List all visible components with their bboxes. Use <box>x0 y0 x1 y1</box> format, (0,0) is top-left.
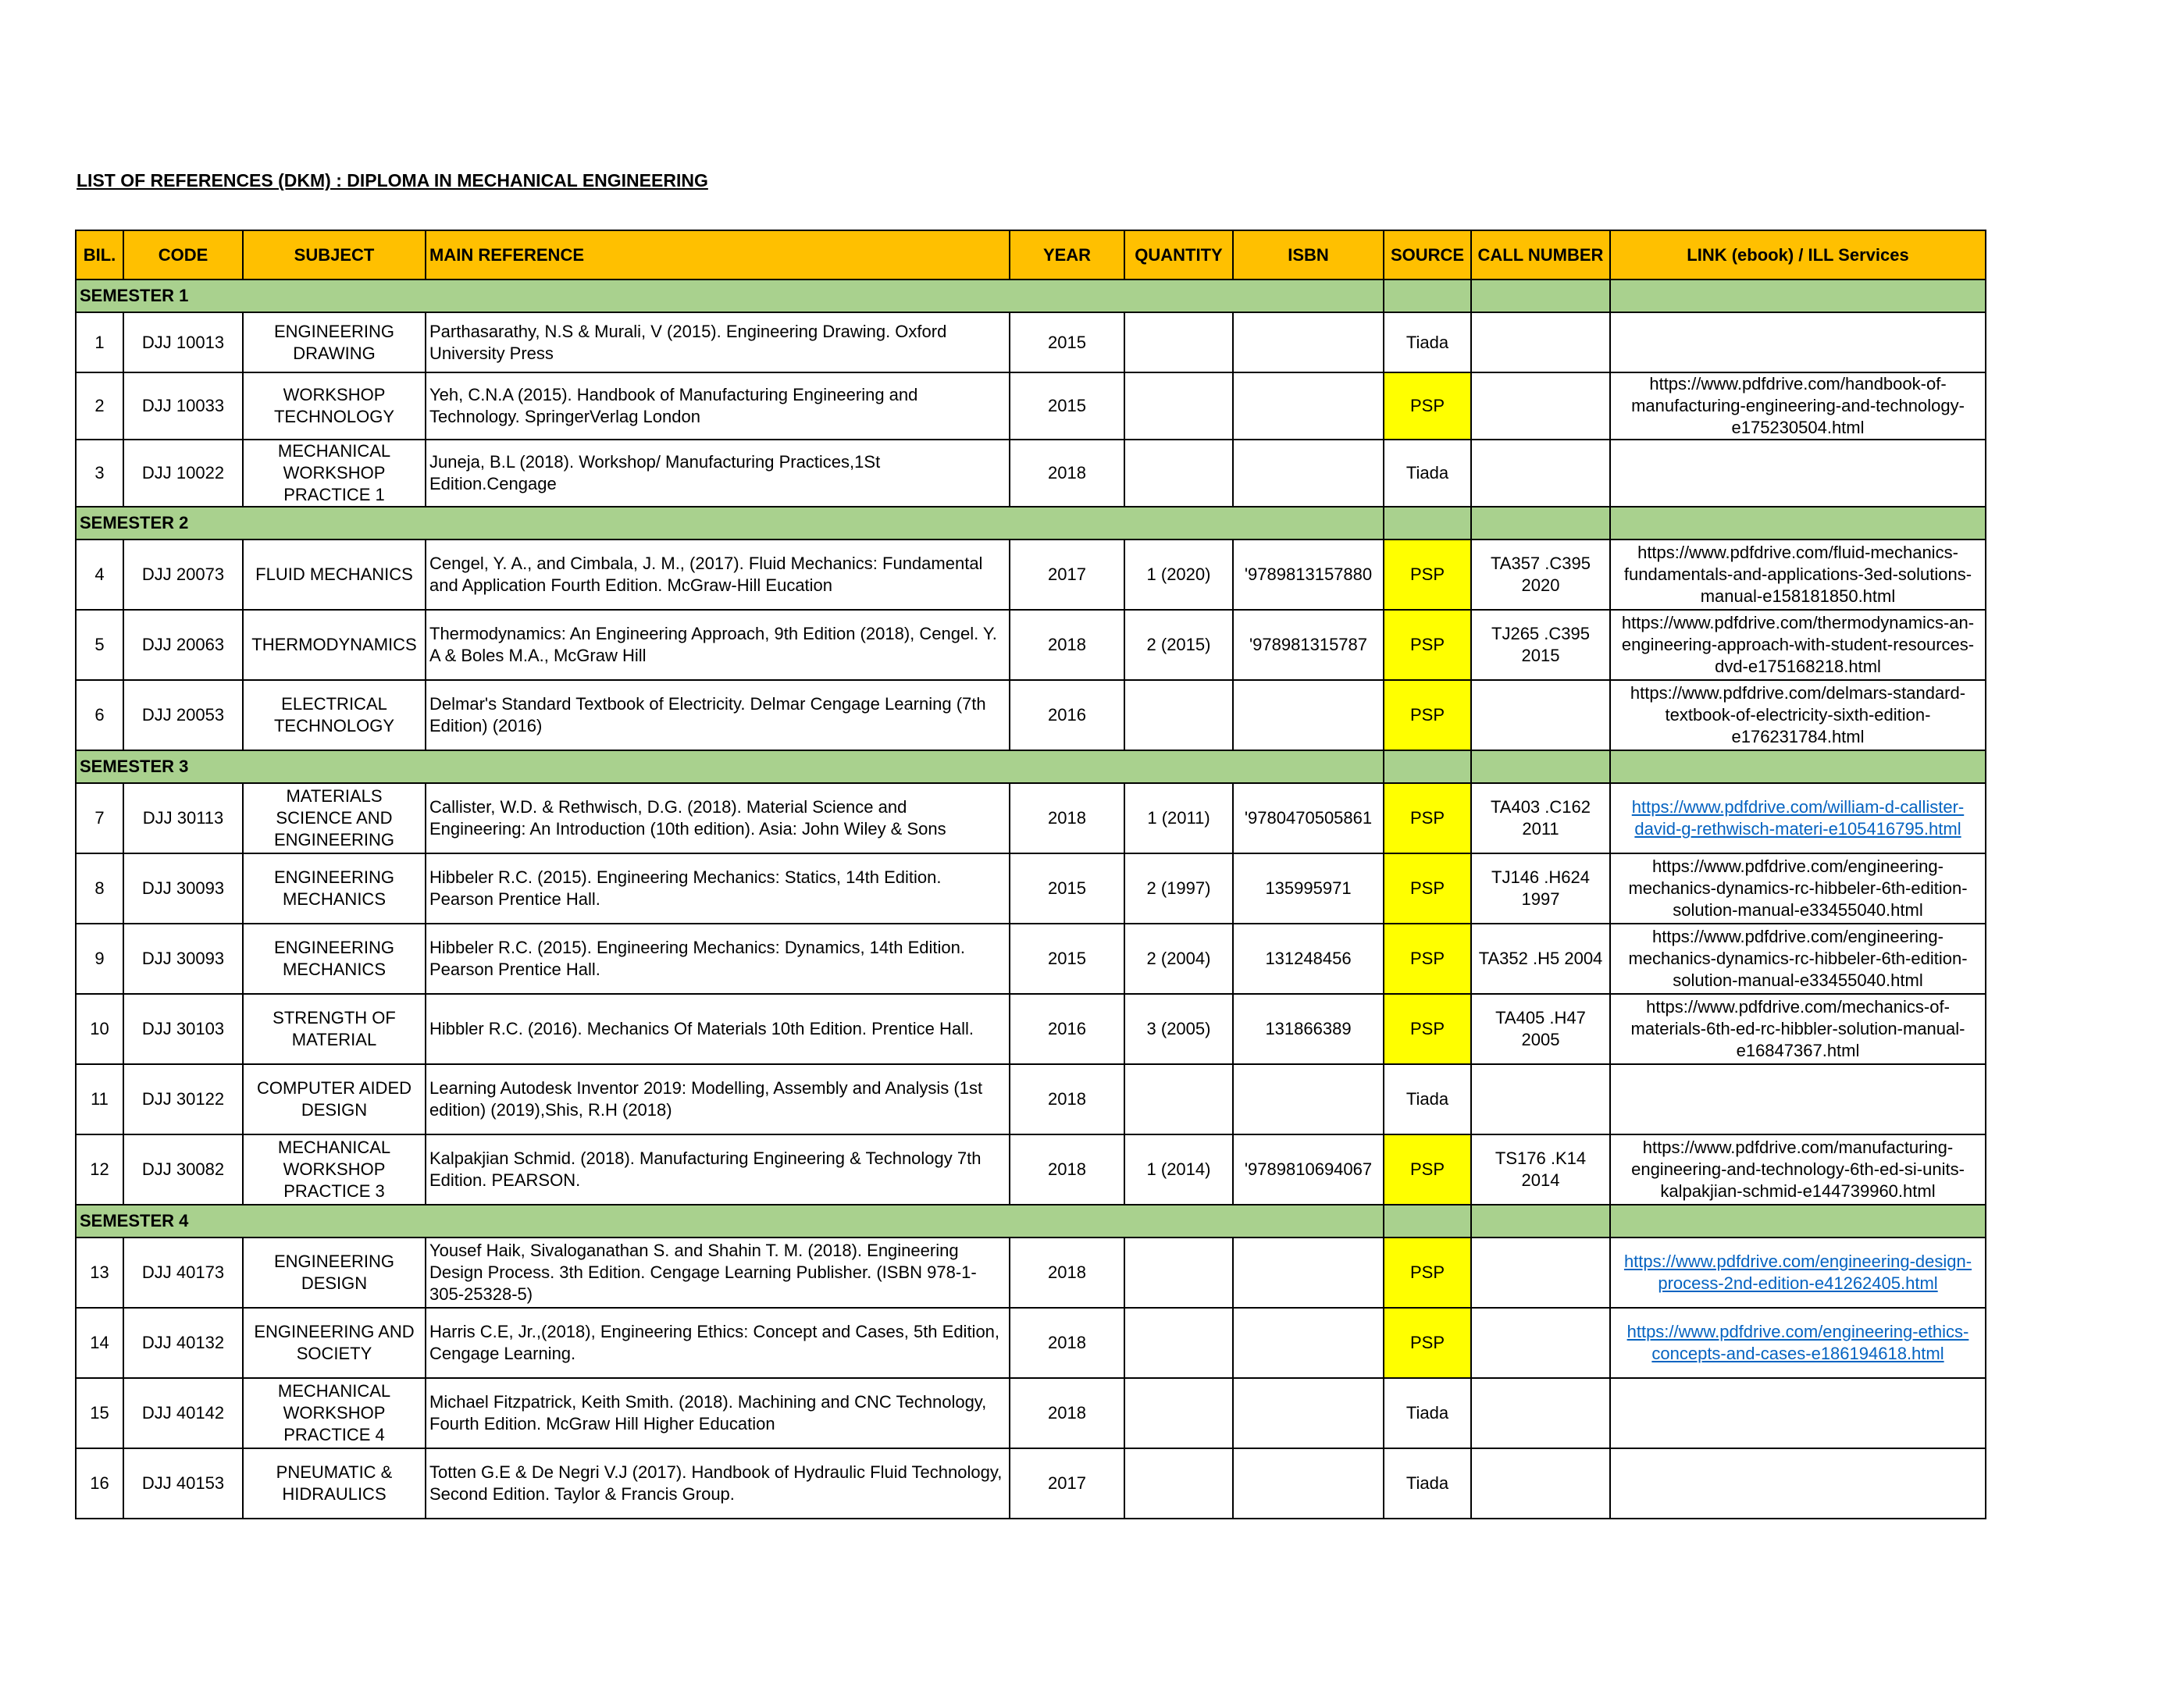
cell-code: DJJ 10013 <box>123 312 243 372</box>
cell-source: PSP <box>1384 680 1471 750</box>
cell-subject: MECHANICAL WORKSHOP PRACTICE 3 <box>243 1134 426 1205</box>
cell-link: https://www.pdfdrive.com/engineering-mechanics-dynamics-rc-hibbeler-6th-edition-solution-manual-e33455040.html <box>1610 924 1986 994</box>
semester-row-cell <box>1610 750 1986 783</box>
cell-call-number <box>1471 1378 1610 1448</box>
cell-quantity <box>1124 1448 1233 1519</box>
cell-main-reference: Learning Autodesk Inventor 2019: Modelling, Assembly and Analysis (1st edition) (2019),Shis, R.H (2018) <box>426 1064 1010 1134</box>
cell-source: PSP <box>1384 994 1471 1064</box>
table-row <box>76 783 1986 853</box>
cell-quantity: 2 (2004) <box>1124 924 1233 994</box>
cell-main-reference: Cengel, Y. A., and Cimbala, J. M., (2017). Fluid Mechanics: Fundamental and Application Fourth Edition. McGraw-Hill Eucation <box>426 540 1010 610</box>
cell-link: https://www.pdfdrive.com/handbook-of-manufacturing-engineering-and-technology-e175230504.html <box>1610 372 1986 440</box>
table-row <box>76 924 1986 994</box>
cell-subject: FLUID MECHANICS <box>243 540 426 610</box>
cell-year: 2018 <box>1010 1134 1124 1205</box>
cell-call-number: TS176 .K14 2014 <box>1471 1134 1610 1205</box>
cell-code: DJJ 30103 <box>123 994 243 1064</box>
table-row <box>76 1238 1986 1308</box>
cell-isbn: '9780470505861 <box>1233 783 1384 853</box>
cell-source: PSP <box>1384 540 1471 610</box>
cell-year: 2015 <box>1010 372 1124 440</box>
semester-label: SEMESTER 2 <box>76 507 1384 540</box>
column-header-main-reference: MAIN REFERENCE <box>426 230 1010 280</box>
cell-link <box>1610 312 1986 372</box>
cell-bil: 15 <box>76 1378 123 1448</box>
cell-main-reference: Callister, W.D. & Rethwisch, D.G. (2018). Material Science and Engineering: An Introduction (10th edition). Asia: John Wiley & Sons <box>426 783 1010 853</box>
cell-code: DJJ 20053 <box>123 680 243 750</box>
cell-main-reference: Hibbeler R.C. (2015). Engineering Mechanics: Dynamics, 14th Edition. Pearson Prentice Hall. <box>426 924 1010 994</box>
table-row <box>76 994 1986 1064</box>
cell-bil: 2 <box>76 372 123 440</box>
cell-subject: PNEUMATIC & HIDRAULICS <box>243 1448 426 1519</box>
semester-label: SEMESTER 1 <box>76 280 1384 312</box>
semester-row-cell <box>1471 507 1610 540</box>
cell-subject: ENGINEERING DRAWING <box>243 312 426 372</box>
cell-isbn: '978981315787 <box>1233 610 1384 680</box>
cell-bil: 10 <box>76 994 123 1064</box>
cell-subject: STRENGTH OF MATERIAL <box>243 994 426 1064</box>
cell-quantity: 1 (2020) <box>1124 540 1233 610</box>
cell-source: Tiada <box>1384 1448 1471 1519</box>
cell-bil: 9 <box>76 924 123 994</box>
cell-bil: 16 <box>76 1448 123 1519</box>
cell-quantity <box>1124 312 1233 372</box>
cell-source: Tiada <box>1384 440 1471 507</box>
semester-row-cell <box>1471 280 1610 312</box>
cell-quantity: 1 (2014) <box>1124 1134 1233 1205</box>
cell-main-reference: Delmar's Standard Textbook of Electricity. Delmar Cengage Learning (7th Edition) (2016) <box>426 680 1010 750</box>
cell-bil: 11 <box>76 1064 123 1134</box>
semester-row-cell <box>1610 507 1986 540</box>
table-row <box>76 610 1986 680</box>
cell-source: PSP <box>1384 1238 1471 1308</box>
cell-code: DJJ 30082 <box>123 1134 243 1205</box>
column-header-source: SOURCE <box>1384 230 1471 280</box>
column-header-bil: BIL. <box>76 230 123 280</box>
cell-isbn: 131866389 <box>1233 994 1384 1064</box>
cell-link: https://www.pdfdrive.com/mechanics-of-materials-6th-ed-rc-hibbler-solution-manual-e16847367.html <box>1610 994 1986 1064</box>
cell-link: https://www.pdfdrive.com/fluid-mechanics-fundamentals-and-applications-3ed-solutions-manual-e158181850.html <box>1610 540 1986 610</box>
cell-source: Tiada <box>1384 312 1471 372</box>
cell-call-number: TJ146 .H624 1997 <box>1471 853 1610 924</box>
cell-subject: MECHANICAL WORKSHOP PRACTICE 1 <box>243 440 426 507</box>
cell-isbn <box>1233 1308 1384 1378</box>
cell-link: https://www.pdfdrive.com/engineering-mechanics-dynamics-rc-hibbeler-6th-edition-solution-manual-e33455040.html <box>1610 853 1986 924</box>
cell-call-number: TA357 .C395 2020 <box>1471 540 1610 610</box>
table-row <box>76 853 1986 924</box>
cell-code: DJJ 30093 <box>123 853 243 924</box>
cell-isbn <box>1233 372 1384 440</box>
cell-code: DJJ 40132 <box>123 1308 243 1378</box>
cell-main-reference: Yeh, C.N.A (2015). Handbook of Manufacturing Engineering and Technology. SpringerVerlag London <box>426 372 1010 440</box>
table-row <box>76 1134 1986 1205</box>
table-row <box>76 312 1986 372</box>
cell-subject: ENGINEERING MECHANICS <box>243 853 426 924</box>
cell-main-reference: Yousef Haik, Sivaloganathan S. and Shahin T. M. (2018). Engineering Design Process. 3th Edition. Cengage Learning Publisher. (ISBN 978-1-305-25328-5) <box>426 1238 1010 1308</box>
cell-code: DJJ 40173 <box>123 1238 243 1308</box>
cell-isbn <box>1233 1378 1384 1448</box>
ebook-link[interactable]: https://www.pdfdrive.com/william-d-callister-david-g-rethwisch-materi-e105416795.html <box>1631 797 1965 839</box>
table-row <box>76 440 1986 507</box>
cell-code: DJJ 30113 <box>123 783 243 853</box>
cell-subject: MATERIALS SCIENCE AND ENGINEERING <box>243 783 426 853</box>
cell-source: PSP <box>1384 1308 1471 1378</box>
cell-bil: 5 <box>76 610 123 680</box>
cell-code: DJJ 10022 <box>123 440 243 507</box>
cell-source: Tiada <box>1384 1378 1471 1448</box>
cell-link: https://www.pdfdrive.com/delmars-standard-textbook-of-electricity-sixth-edition-e176231784.html <box>1610 680 1986 750</box>
cell-call-number: TA405 .H47 2005 <box>1471 994 1610 1064</box>
table-row <box>76 1448 1986 1519</box>
cell-year: 2015 <box>1010 853 1124 924</box>
cell-isbn: 135995971 <box>1233 853 1384 924</box>
cell-call-number <box>1471 1308 1610 1378</box>
cell-source: PSP <box>1384 924 1471 994</box>
cell-link <box>1610 1448 1986 1519</box>
cell-code: DJJ 20073 <box>123 540 243 610</box>
cell-year: 2017 <box>1010 1448 1124 1519</box>
cell-year: 2018 <box>1010 783 1124 853</box>
cell-year: 2018 <box>1010 1378 1124 1448</box>
column-header-subject: SUBJECT <box>243 230 426 280</box>
cell-bil: 7 <box>76 783 123 853</box>
page-title: LIST OF REFERENCES (DKM) : DIPLOMA IN MECHANICAL ENGINEERING <box>77 170 708 191</box>
cell-isbn <box>1233 440 1384 507</box>
column-header-year: YEAR <box>1010 230 1124 280</box>
cell-subject: ENGINEERING MECHANICS <box>243 924 426 994</box>
cell-bil: 6 <box>76 680 123 750</box>
column-header-code: CODE <box>123 230 243 280</box>
cell-quantity: 1 (2011) <box>1124 783 1233 853</box>
cell-bil: 14 <box>76 1308 123 1378</box>
semester-row-cell <box>1471 750 1610 783</box>
semester-row-cell <box>1610 1205 1986 1238</box>
cell-source: PSP <box>1384 372 1471 440</box>
semester-row <box>76 507 1986 540</box>
column-header-quantity: QUANTITY <box>1124 230 1233 280</box>
table-row <box>76 1308 1986 1378</box>
semester-row-cell <box>1384 750 1471 783</box>
cell-call-number <box>1471 680 1610 750</box>
cell-isbn: '9789810694067 <box>1233 1134 1384 1205</box>
cell-bil: 3 <box>76 440 123 507</box>
cell-quantity <box>1124 440 1233 507</box>
column-header-isbn: ISBN <box>1233 230 1384 280</box>
references-body <box>76 280 1986 1519</box>
cell-call-number: TA403 .C162 2011 <box>1471 783 1610 853</box>
table-row <box>76 1064 1986 1134</box>
cell-year: 2018 <box>1010 1308 1124 1378</box>
table-row <box>76 1378 1986 1448</box>
cell-code: DJJ 40153 <box>123 1448 243 1519</box>
cell-quantity <box>1124 372 1233 440</box>
cell-source: PSP <box>1384 853 1471 924</box>
cell-bil: 4 <box>76 540 123 610</box>
cell-link <box>1610 1308 1986 1378</box>
cell-source: Tiada <box>1384 1064 1471 1134</box>
cell-code: DJJ 30122 <box>123 1064 243 1134</box>
cell-isbn <box>1233 1064 1384 1134</box>
cell-call-number <box>1471 312 1610 372</box>
cell-call-number <box>1471 440 1610 507</box>
cell-quantity <box>1124 1378 1233 1448</box>
cell-isbn <box>1233 312 1384 372</box>
semester-row-cell <box>1384 280 1471 312</box>
semester-label: SEMESTER 3 <box>76 750 1384 783</box>
cell-bil: 13 <box>76 1238 123 1308</box>
cell-link <box>1610 1064 1986 1134</box>
cell-call-number: TA352 .H5 2004 <box>1471 924 1610 994</box>
cell-link <box>1610 1378 1986 1448</box>
cell-isbn <box>1233 680 1384 750</box>
cell-main-reference: Michael Fitzpatrick, Keith Smith. (2018). Machining and CNC Technology, Fourth Edition. McGraw Hill Higher Education <box>426 1378 1010 1448</box>
cell-source: PSP <box>1384 1134 1471 1205</box>
cell-subject: ENGINEERING AND SOCIETY <box>243 1308 426 1378</box>
cell-main-reference: Parthasarathy, N.S & Murali, V (2015). Engineering Drawing. Oxford University Press <box>426 312 1010 372</box>
cell-main-reference: Totten G.E & De Negri V.J (2017). Handbook of Hydraulic Fluid Technology, Second Edition. Taylor & Francis Group. <box>426 1448 1010 1519</box>
cell-link <box>1610 440 1986 507</box>
table-row <box>76 540 1986 610</box>
cell-link: https://www.pdfdrive.com/thermodynamics-an-engineering-approach-with-student-resources-dvd-e175168218.html <box>1610 610 1986 680</box>
cell-call-number <box>1471 1448 1610 1519</box>
cell-call-number <box>1471 1064 1610 1134</box>
cell-year: 2018 <box>1010 1064 1124 1134</box>
cell-bil: 8 <box>76 853 123 924</box>
semester-row-cell <box>1384 507 1471 540</box>
cell-isbn <box>1233 1238 1384 1308</box>
cell-main-reference: Hibbler R.C. (2016). Mechanics Of Materials 10th Edition. Prentice Hall. <box>426 994 1010 1064</box>
cell-isbn: 131248456 <box>1233 924 1384 994</box>
cell-code: DJJ 30093 <box>123 924 243 994</box>
cell-main-reference: Thermodynamics: An Engineering Approach, 9th Edition (2018), Cengel. Y. A & Boles M.A., McGraw Hill <box>426 610 1010 680</box>
semester-row <box>76 750 1986 783</box>
semester-label: SEMESTER 4 <box>76 1205 1384 1238</box>
cell-source: PSP <box>1384 783 1471 853</box>
cell-year: 2016 <box>1010 680 1124 750</box>
cell-call-number <box>1471 372 1610 440</box>
cell-year: 2016 <box>1010 994 1124 1064</box>
cell-subject: MECHANICAL WORKSHOP PRACTICE 4 <box>243 1378 426 1448</box>
cell-subject: WORKSHOP TECHNOLOGY <box>243 372 426 440</box>
cell-code: DJJ 10033 <box>123 372 243 440</box>
cell-subject: ELECTRICAL TECHNOLOGY <box>243 680 426 750</box>
table-row <box>76 680 1986 750</box>
cell-isbn <box>1233 1448 1384 1519</box>
semester-row-cell <box>1610 280 1986 312</box>
references-table <box>75 230 1986 1519</box>
column-header-call-number: CALL NUMBER <box>1471 230 1610 280</box>
cell-subject: COMPUTER AIDED DESIGN <box>243 1064 426 1134</box>
ebook-link[interactable]: https://www.pdfdrive.com/engineering-design-process-2nd-edition-e41262405.html <box>1623 1252 1972 1293</box>
cell-link <box>1610 783 1986 853</box>
cell-main-reference: Harris C.E, Jr.,(2018), Engineering Ethics: Concept and Cases, 5th Edition, Cengage Learning. <box>426 1308 1010 1378</box>
cell-year: 2018 <box>1010 440 1124 507</box>
cell-quantity <box>1124 1308 1233 1378</box>
cell-quantity <box>1124 1238 1233 1308</box>
header-row <box>76 230 1986 280</box>
cell-main-reference: Juneja, B.L (2018). Workshop/ Manufacturing Practices,1St Edition.Cengage <box>426 440 1010 507</box>
cell-quantity: 2 (1997) <box>1124 853 1233 924</box>
cell-subject: ENGINEERING DESIGN <box>243 1238 426 1308</box>
cell-year: 2018 <box>1010 610 1124 680</box>
table-row <box>76 372 1986 440</box>
cell-quantity: 2 (2015) <box>1124 610 1233 680</box>
cell-year: 2015 <box>1010 924 1124 994</box>
cell-quantity <box>1124 680 1233 750</box>
cell-main-reference: Kalpakjian Schmid. (2018). Manufacturing Engineering & Technology 7th Edition. PEARSON. <box>426 1134 1010 1205</box>
semester-row <box>76 1205 1986 1238</box>
cell-code: DJJ 20063 <box>123 610 243 680</box>
cell-link <box>1610 1238 1986 1308</box>
ebook-link[interactable]: https://www.pdfdrive.com/engineering-ethics-concepts-and-cases-e186194618.html <box>1626 1322 1969 1363</box>
column-header-link: LINK (ebook) / ILL Services <box>1610 230 1986 280</box>
cell-quantity: 3 (2005) <box>1124 994 1233 1064</box>
cell-quantity <box>1124 1064 1233 1134</box>
cell-call-number: TJ265 .C395 2015 <box>1471 610 1610 680</box>
cell-code: DJJ 40142 <box>123 1378 243 1448</box>
cell-subject: THERMODYNAMICS <box>243 610 426 680</box>
cell-main-reference: Hibbeler R.C. (2015). Engineering Mechanics: Statics, 14th Edition. Pearson Prentice Hall. <box>426 853 1010 924</box>
cell-bil: 1 <box>76 312 123 372</box>
semester-row-cell <box>1471 1205 1610 1238</box>
cell-call-number <box>1471 1238 1610 1308</box>
semester-row-cell <box>1384 1205 1471 1238</box>
cell-link: https://www.pdfdrive.com/manufacturing-engineering-and-technology-6th-ed-si-units-kalpakjian-schmid-e144739960.html <box>1610 1134 1986 1205</box>
semester-row <box>76 280 1986 312</box>
cell-bil: 12 <box>76 1134 123 1205</box>
cell-year: 2017 <box>1010 540 1124 610</box>
cell-year: 2015 <box>1010 312 1124 372</box>
cell-source: PSP <box>1384 610 1471 680</box>
cell-year: 2018 <box>1010 1238 1124 1308</box>
cell-isbn: '9789813157880 <box>1233 540 1384 610</box>
